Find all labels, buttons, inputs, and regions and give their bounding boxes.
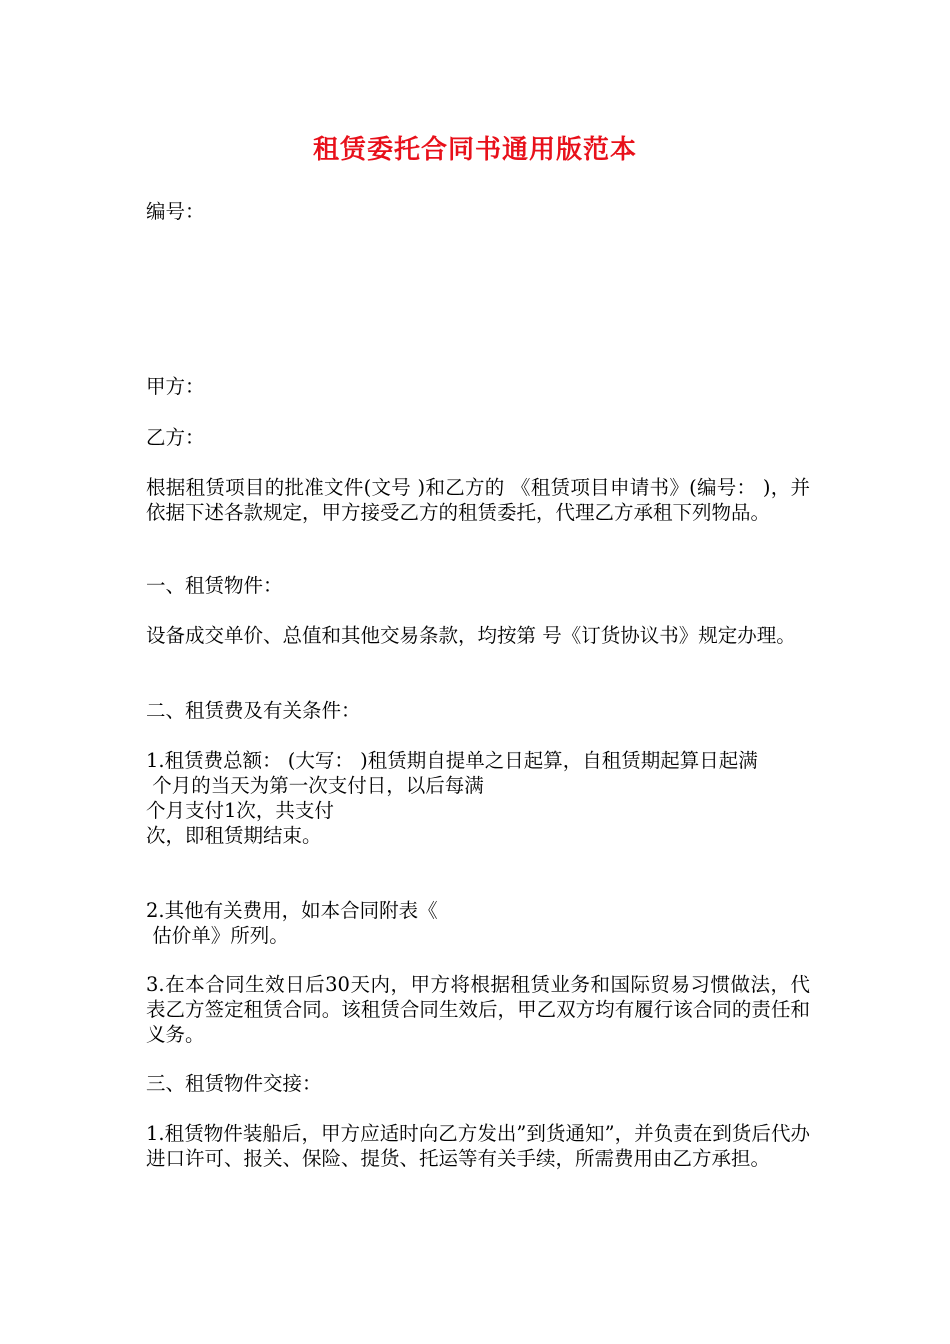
clause-3-1: 1.租赁物件装船后，甲方应适时向乙方发出”到货通知”，并负责在到货后代办进口许可、报关、保险、提货、托运等有关手续，所需费用由乙方承担。 xyxy=(146,1122,810,1170)
section2-heading: 二、租赁费及有关条件： xyxy=(146,699,361,722)
clause-2-3: 3.在本合同生效日后30天内，甲方将根据租赁业务和国际贸易习惯做法，代表乙方签定租赁合同。该租赁合同生效后，甲乙双方均有履行该合同的责任和义务。 xyxy=(146,973,810,1046)
clause-2-2: 2.其他有关费用，如本合同附表《 估价单》所列。 xyxy=(146,899,438,947)
party-a-label: 甲方： xyxy=(146,375,205,398)
party-b-label: 乙方： xyxy=(146,426,205,449)
document-title: 租赁委托合同书通用版范本 xyxy=(312,135,637,165)
section1-heading: 一、租赁物件： xyxy=(146,574,283,597)
clause-2-1: 1.租赁费总额： (大写： )租赁期自提单之日起算，自租赁期起算日起满 个月的当天为第一次支付日，以后每满 个月支付1次，共支付 次，即租赁期结束。 xyxy=(146,749,758,847)
intro-paragraph: 根据租赁项目的批准文件(文号 )和乙方的 《租赁项目申请书》(编号： )，并依据下述各款规定，甲方接受乙方的租赁委托，代理乙方承租下列物品。 xyxy=(146,476,810,524)
section3-heading: 三、租赁物件交接： xyxy=(146,1072,322,1095)
section1-text: 设备成交单价、总值和其他交易条款，均按第 号《订货协议书》规定办理。 xyxy=(146,624,796,647)
number-label: 编号： xyxy=(146,200,205,223)
